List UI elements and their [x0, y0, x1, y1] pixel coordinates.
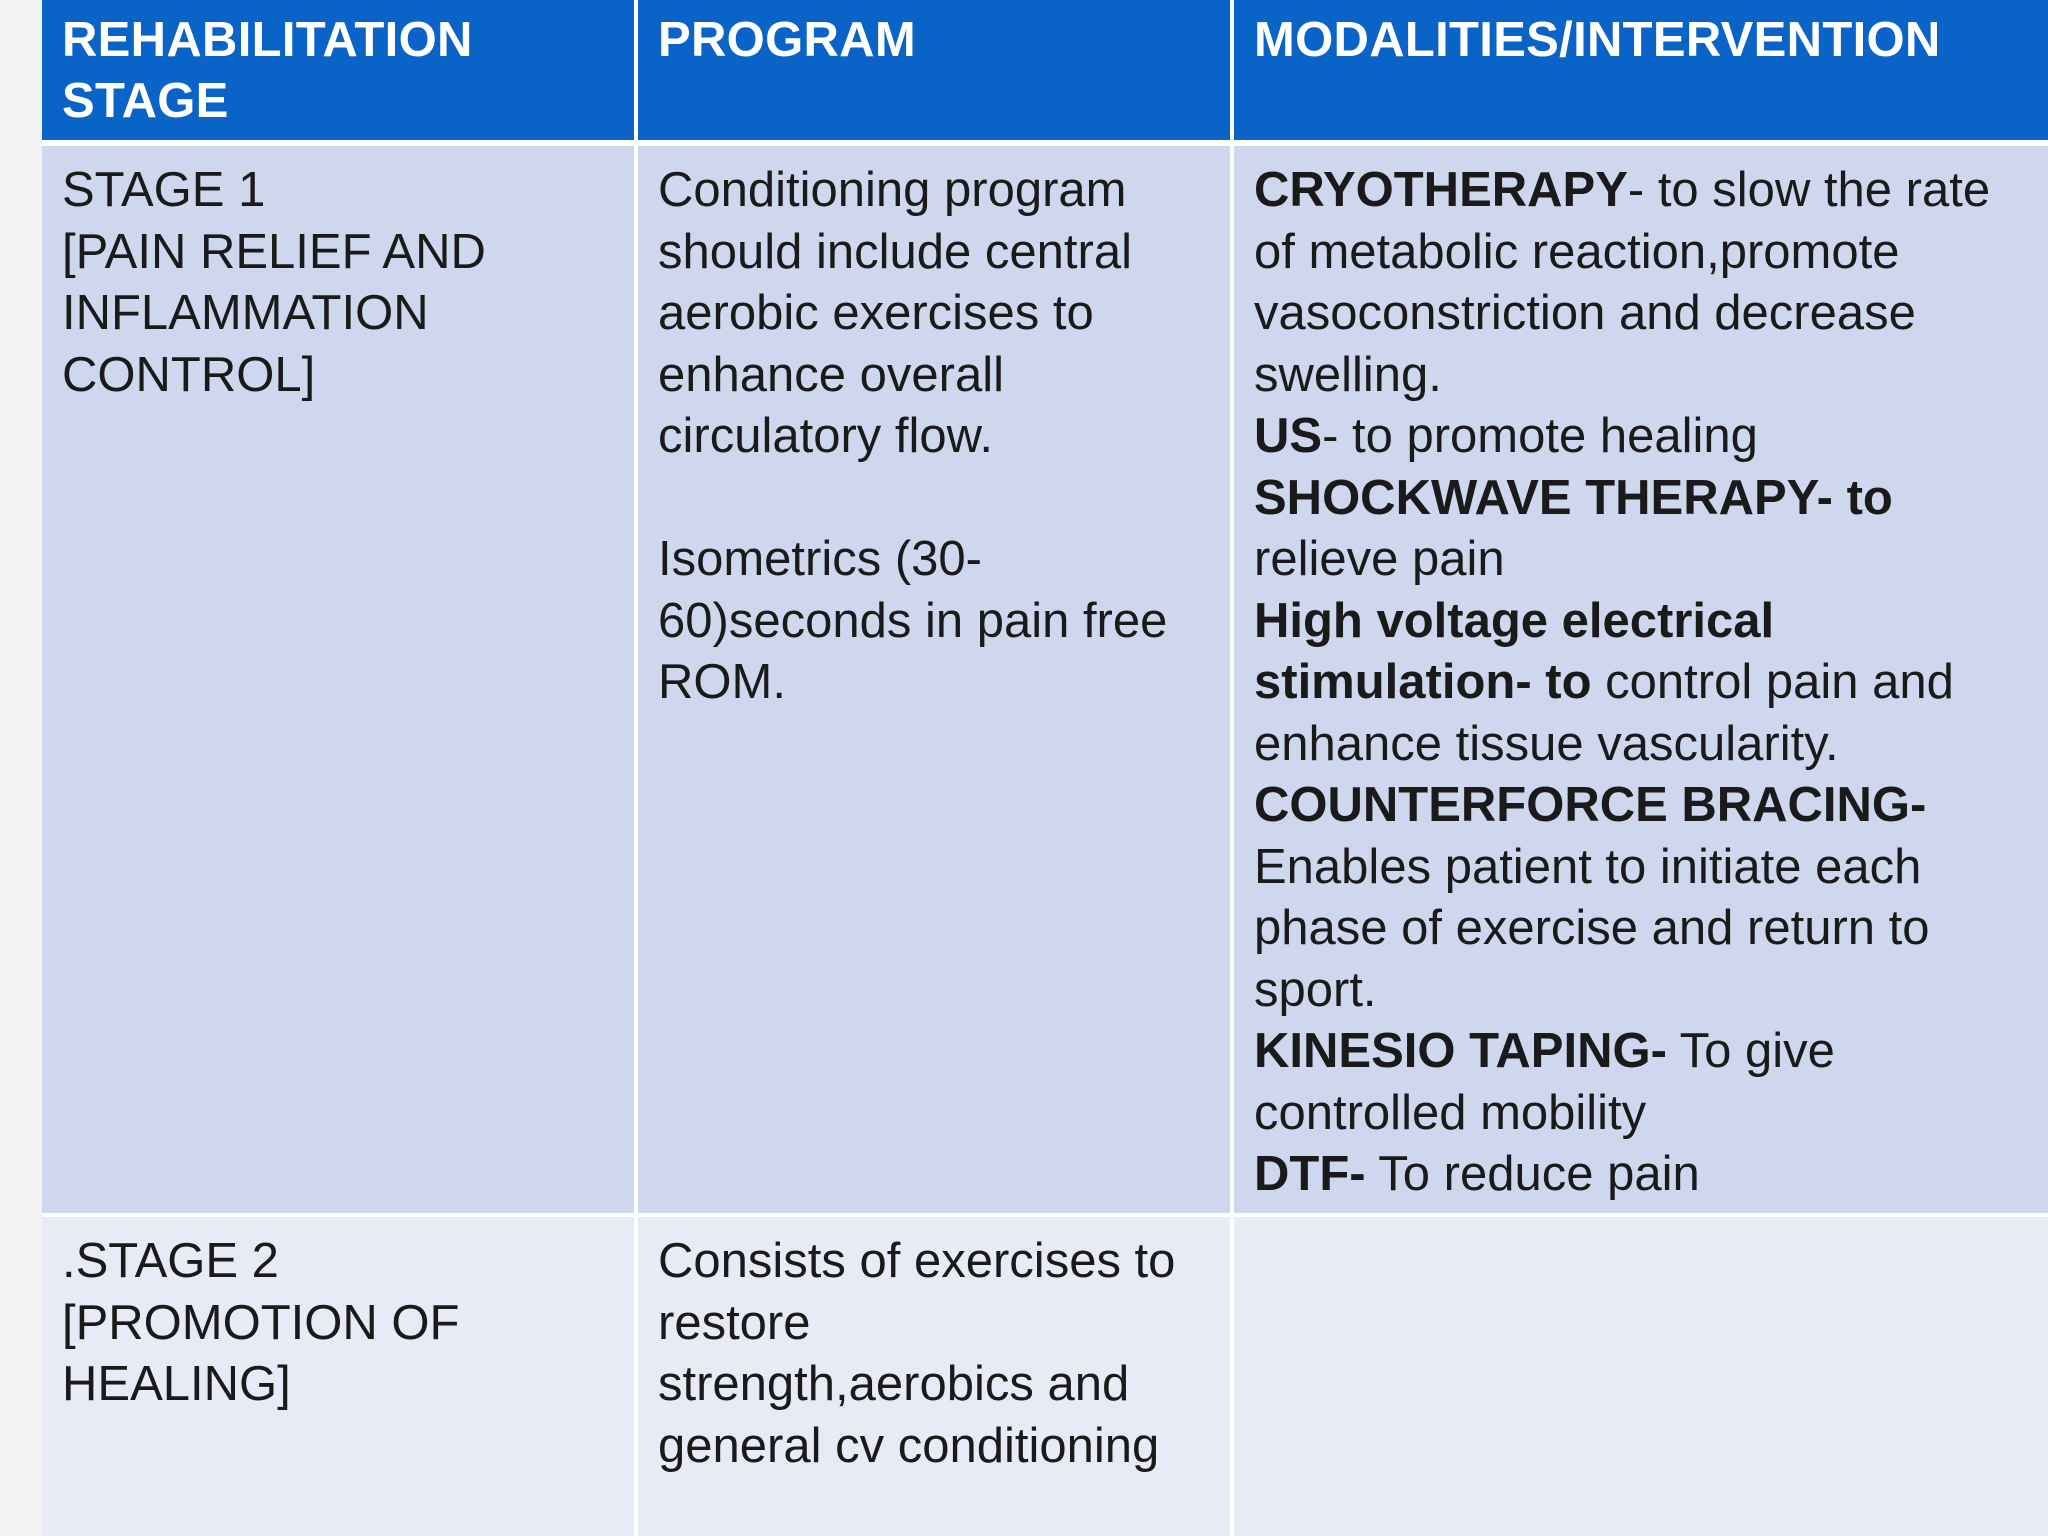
modality-term: High voltage electrical stimulation- to: [1254, 593, 1775, 709]
modality-item: [1254, 160, 2028, 406]
stage-cell: [42, 143, 636, 1215]
modalities-cell: [1232, 1215, 2048, 1536]
program-paragraph: Conditioning program should include central aerobic exercises to enhance overall circulatory flow.: [658, 163, 1132, 463]
modality-term: SHOCKWAVE THERAPY- to: [1254, 470, 1893, 525]
table-header-row: [42, 0, 2048, 143]
program-cell: [636, 1215, 1232, 1536]
modality-description: To reduce pain: [1365, 1147, 1700, 1201]
modality-description: Enables patient to initiate each phase of exercise and return to sport.: [1254, 839, 1930, 1017]
modalities-cell: [1232, 143, 2048, 1215]
header-program: PROGRAM: [636, 0, 1232, 143]
stage-label: .STAGE 2 [PROMOTION OF HEALING]: [62, 1234, 460, 1411]
modality-description: relieve pain: [1254, 532, 1505, 586]
modality-description: - to slow the rate of metabolic reaction,promote vasoconstriction and decrease swelling.: [1254, 163, 1991, 402]
modality-term: DTF-: [1254, 1147, 1366, 1201]
modality-item: [1254, 1021, 2028, 1144]
stage-cell: [42, 1215, 636, 1536]
modality-item: [1254, 1144, 2028, 1206]
modality-term: COUNTERFORCE BRACING-: [1254, 778, 1927, 832]
modality-description: control pain and enhance tissue vascularity.: [1254, 655, 1954, 771]
modality-description: - to promote healing: [1322, 409, 1758, 463]
table-row: [42, 1215, 2048, 1536]
rehabilitation-table: [42, 0, 2048, 1536]
header-rehabilitation-stage: REHABILITATION STAGE: [42, 0, 636, 143]
modality-item: [1254, 591, 2028, 776]
modality-item: [1254, 775, 2028, 1021]
modality-term: CRYOTHERAPY: [1254, 163, 1628, 217]
program-paragraph: Isometrics (30- 60)seconds in pain free ROM.: [658, 532, 1168, 709]
modality-term: US: [1254, 409, 1323, 463]
header-modalities-intervention: MODALITIES/INTERVENTION: [1232, 0, 2048, 143]
program-cell: [636, 143, 1232, 1215]
modality-item: [1254, 406, 2028, 468]
modality-description: To give controlled mobility: [1254, 1024, 1835, 1140]
program-paragraph: Consists of exercises to restore strength,aerobics and general cv conditioning: [658, 1234, 1176, 1473]
modality-term: KINESIO TAPING-: [1254, 1024, 1667, 1078]
modality-item: [1254, 468, 2028, 591]
stage-label: STAGE 1 [PAIN RELIEF AND INFLAMMATION CONTROL]: [62, 163, 486, 402]
table-row: [42, 143, 2048, 1215]
